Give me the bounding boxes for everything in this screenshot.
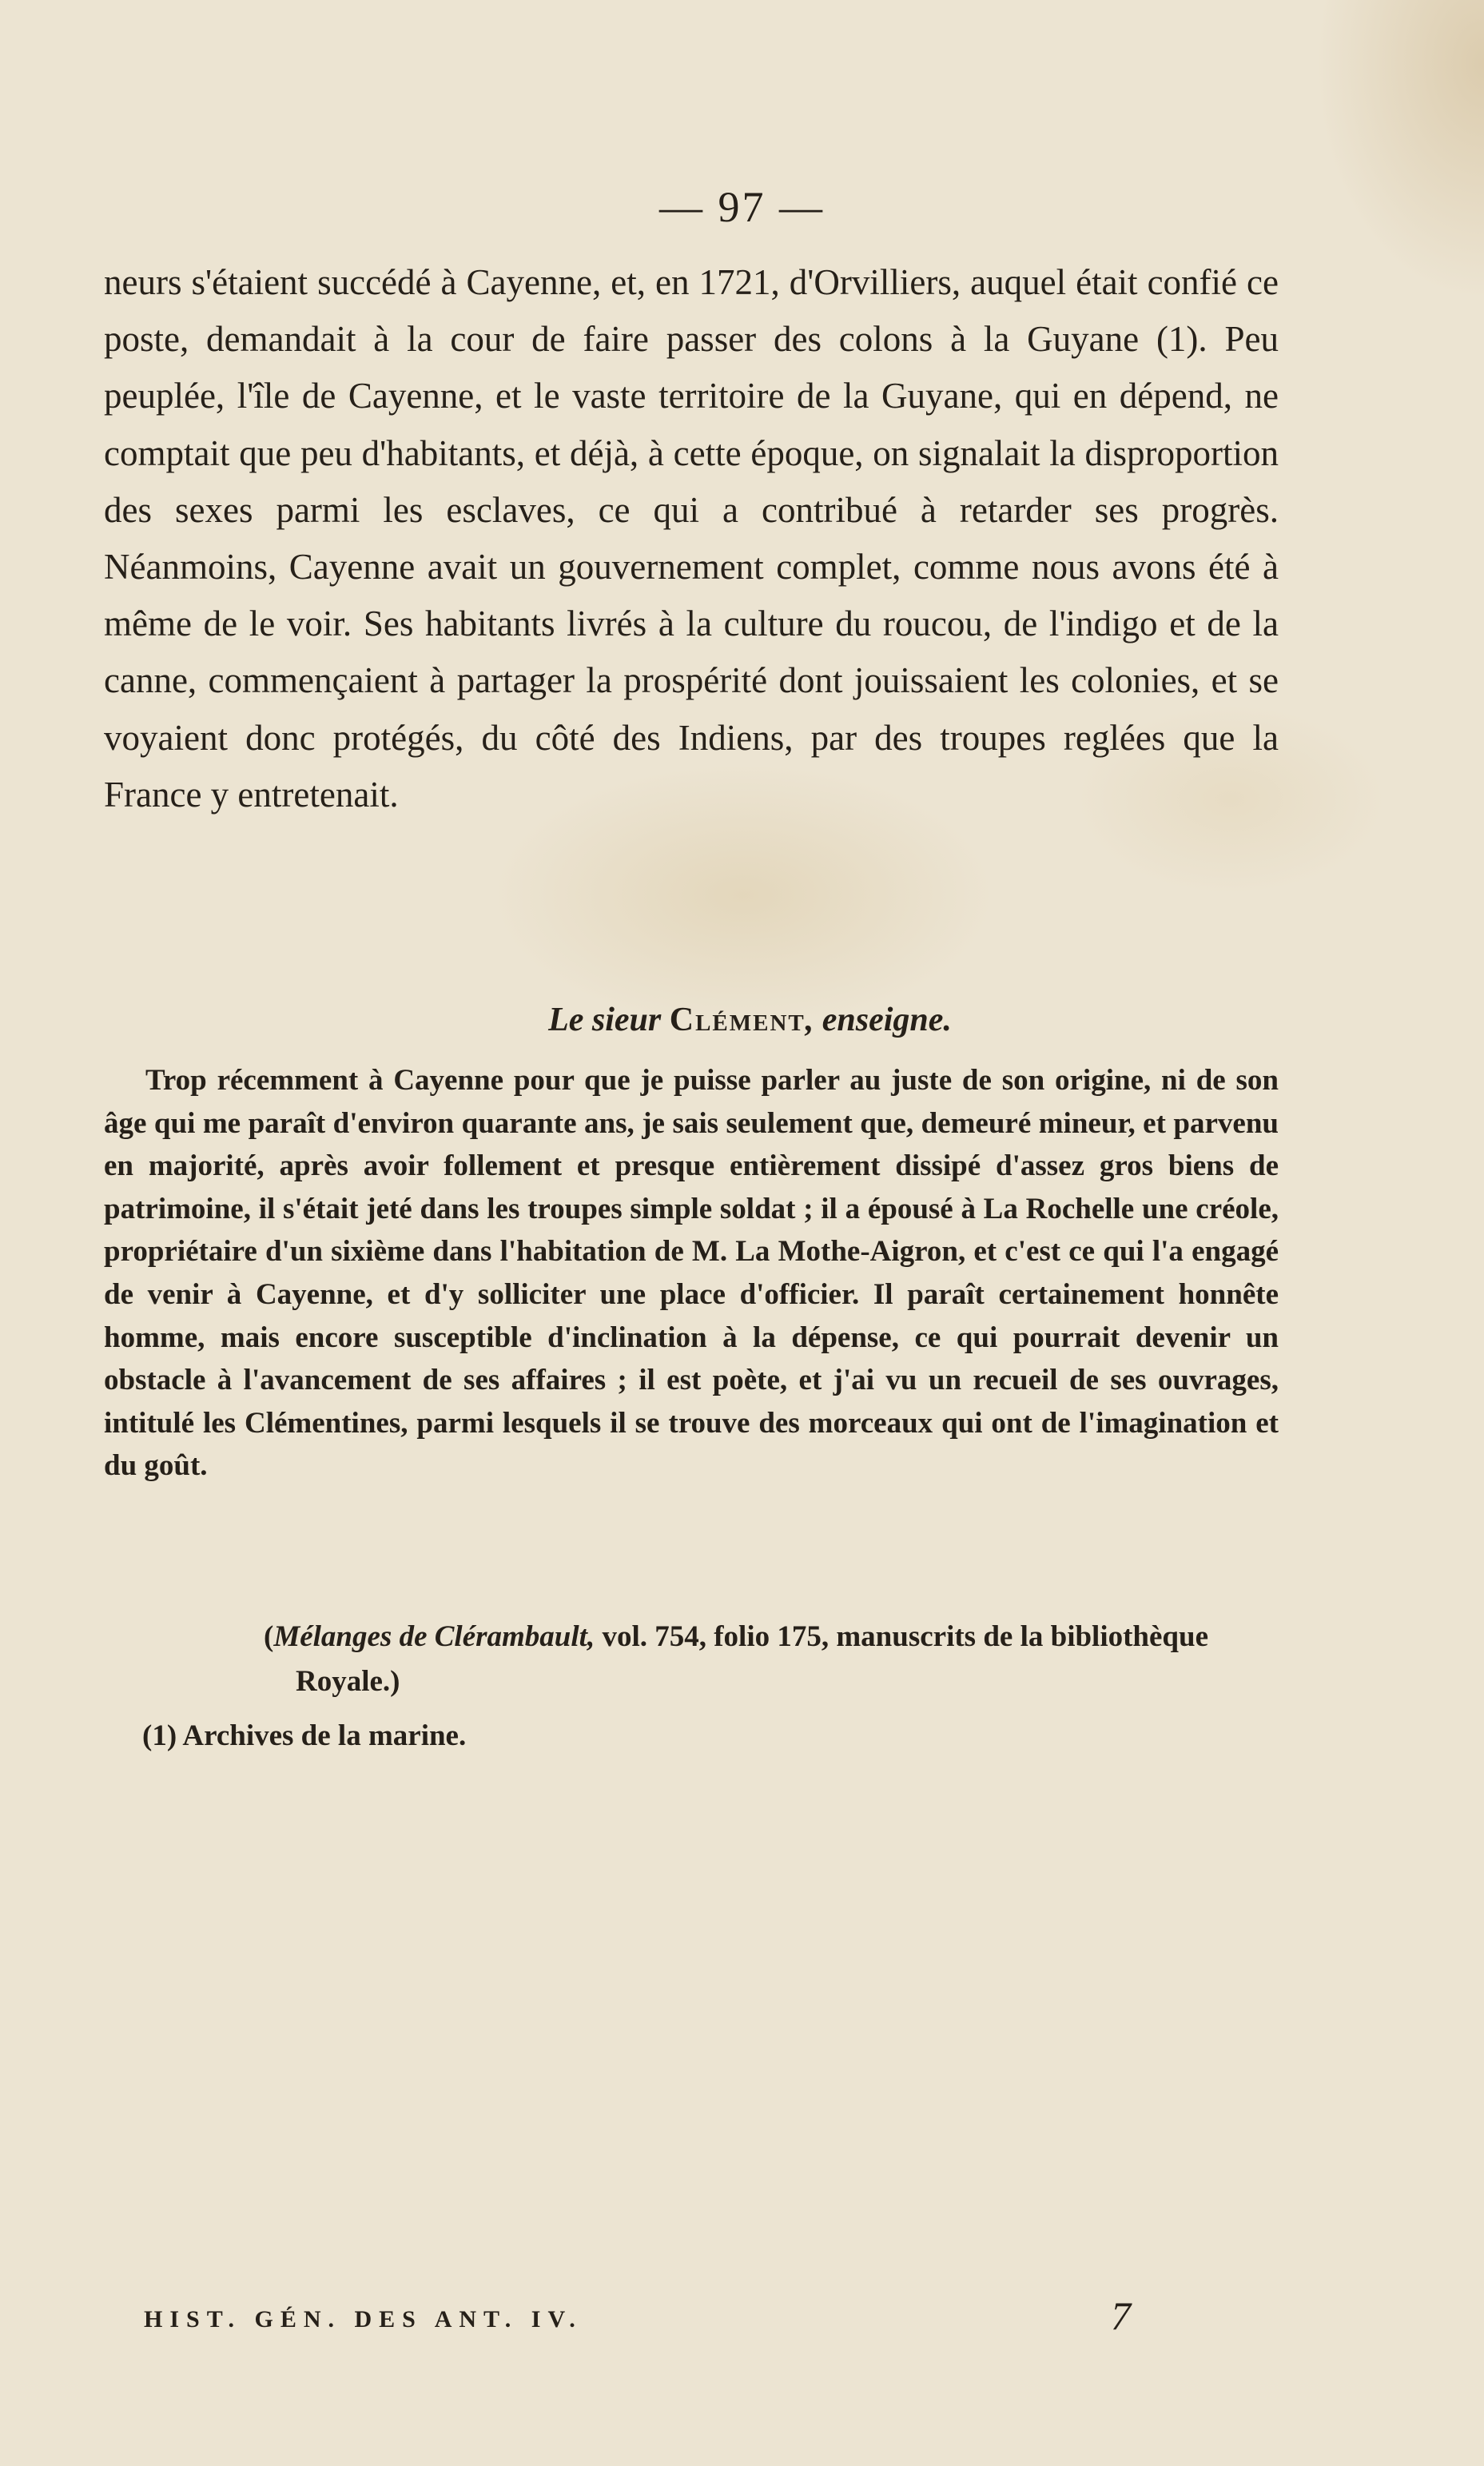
section-heading: [0, 1001, 1484, 1039]
source-title: Mélanges de Clérambault,: [273, 1620, 595, 1653]
quoted-report: Trop récemment à Cayenne pour que je puisse parler au juste de son origine, ni de son âge qui me paraît d'environ quarante ans, je sais seulement que, demeuré mineur, et parvenu en majorité, après avoir follement et presque entièrement dissipé d'assez gros biens de patrimoine, il s'était jeté dans les troupes simple soldat ; il a épousé à La Rochelle une créole, propriétaire d'un sixième dans l'habitation de M. La Mothe-Aigron, et c'est ce qui l'a engagé de venir à Cayenne, et d'y solliciter une place d'officier. Il paraît certainement honnête homme, mais encore susceptible d'inclination à la dépense, ce qui pourrait devenir un obstacle à l'avancement de ses affaires ; il est poète, et j'ai vu un recueil de ses ouvrages, intitulé les Clémentines, parmi lesquels il se trouve des morceaux qui ont de l'imagination et du goût.: [104, 1064, 1279, 1483]
main-paragraph: [104, 254, 1279, 823]
page-number: — 97 —: [659, 183, 825, 231]
heading-suffix: , enseigne.: [805, 1002, 952, 1038]
source-open: (: [264, 1620, 274, 1653]
footnote: (1) Archives de la marine.: [142, 1719, 467, 1752]
source-details: vol. 754, folio 175, manuscrits de la bibliothèque Royale.): [296, 1620, 1209, 1698]
heading-name: Clément: [669, 1002, 806, 1038]
heading-prefix: Le sieur: [548, 1002, 662, 1038]
source-reference: [264, 1615, 1279, 1704]
sheet-number: 7: [1111, 2293, 1131, 2338]
main-paragraph-text: neurs s'étaient succédé à Cayenne, et, en 1721, d'Orvilliers, auquel était confié ce poste, demandait à la cour de faire passer des colons à la Guyane (1). Peu peuplée, l'île de Cayenne, et le vaste territoire de la Guyane, qui en dépend, ne comptait que peu d'habitants, et déjà, à cette époque, on signalait la disproportion des sexes parmi les esclaves, ce qui a contribué à retarder ses progrès. Néanmoins, Cayenne avait un gouvernement complet, comme nous avons été à même de le voir. Ses habitants livrés à la culture du roucou, de l'indigo et de la canne, commençaient à partager la prospérité dont jouissaient les colonies, et se voyaient donc protégés, du côté des Indiens, par des troupes reglées que la France y entretenait.: [104, 262, 1279, 815]
signature-mark: HIST. GÉN. DES ANT. IV.: [144, 2306, 583, 2333]
